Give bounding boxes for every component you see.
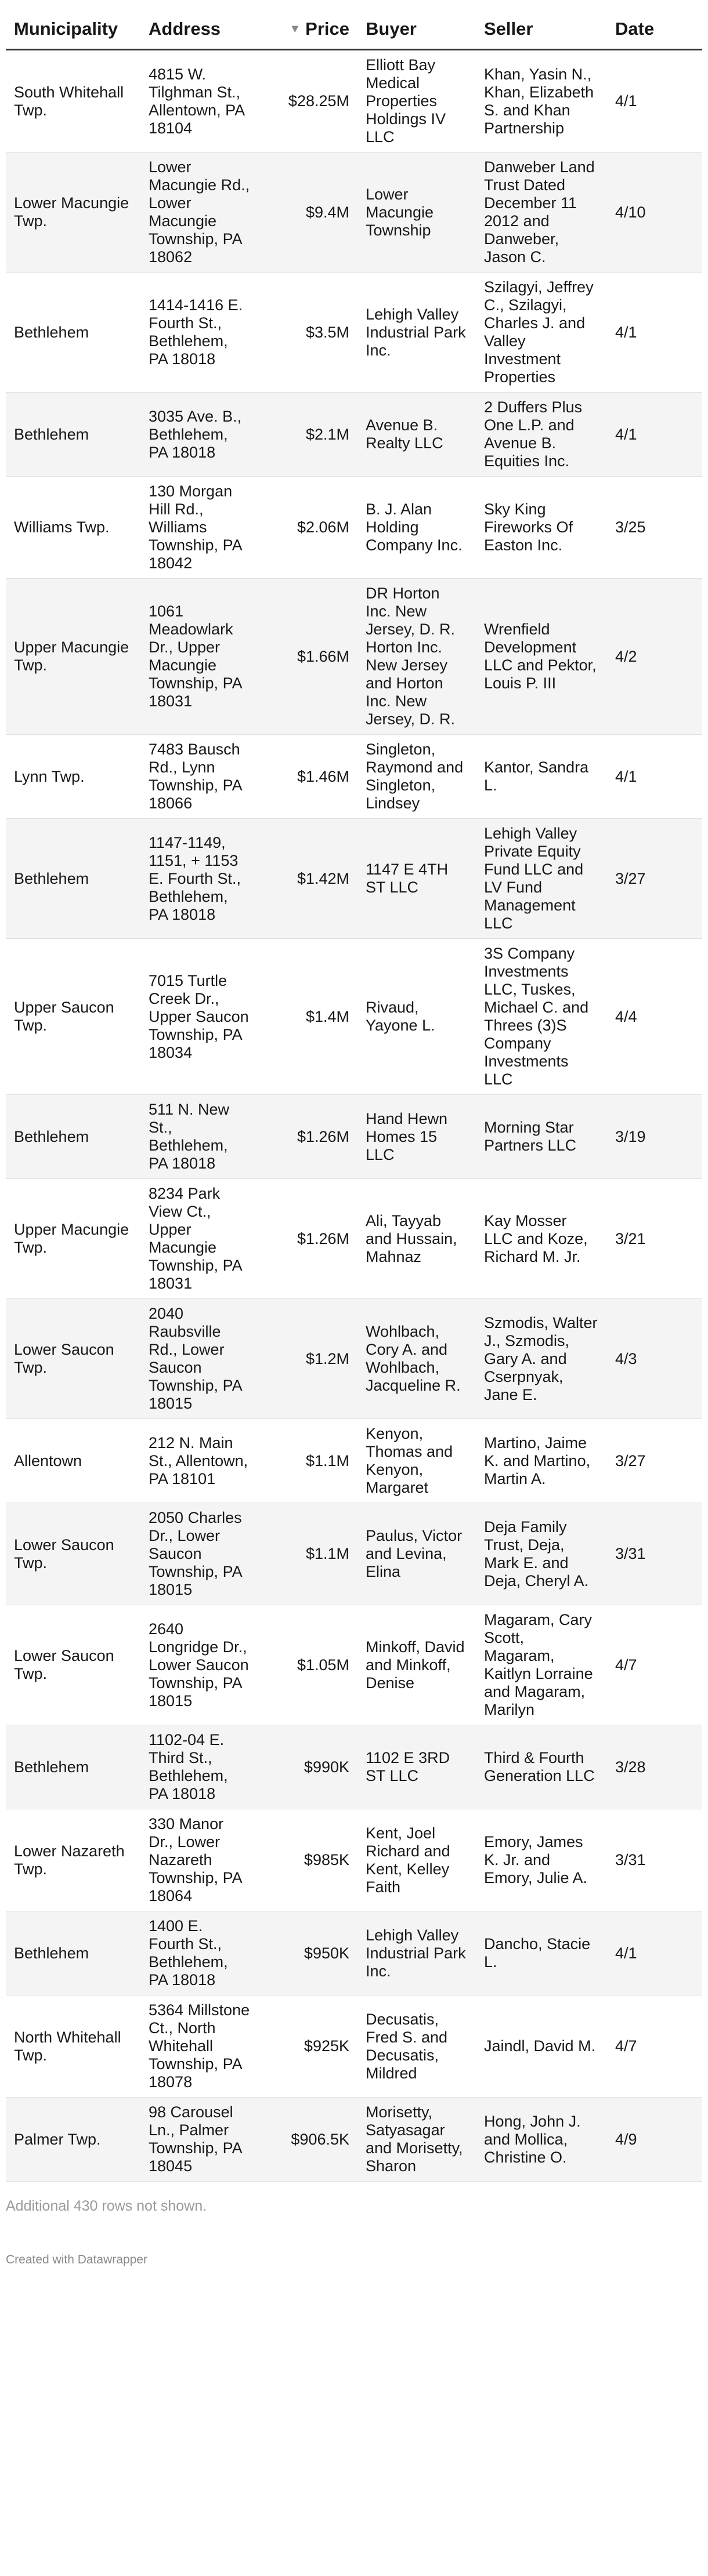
cell-municipality: Lower Saucon Twp.	[6, 1299, 140, 1419]
sort-desc-icon: ▼	[289, 23, 301, 35]
cell-price: $2.06M	[260, 477, 357, 579]
cell-address: 2050 Charles Dr., Lower Saucon Township, PA 18015	[140, 1503, 260, 1605]
cell-address: 1102-04 E. Third St., Bethlehem, PA 18018	[140, 1725, 260, 1809]
cell-date: 3/27	[607, 819, 702, 939]
cell-municipality: Bethlehem	[6, 393, 140, 477]
cell-seller: Martino, Jaime K. and Martino, Martin A.	[476, 1419, 607, 1503]
table-body	[6, 50, 702, 2182]
cell-date: 4/2	[607, 579, 702, 735]
cell-date: 3/21	[607, 1179, 702, 1299]
cell-municipality: Lower Saucon Twp.	[6, 1503, 140, 1605]
cell-municipality: Bethlehem	[6, 819, 140, 939]
cell-price: $1.05M	[260, 1605, 357, 1725]
cell-price: $985K	[260, 1809, 357, 1911]
table-row	[6, 1095, 702, 1179]
cell-address: 3035 Ave. B., Bethlehem, PA 18018	[140, 393, 260, 477]
cell-price: $28.25M	[260, 50, 357, 153]
table-row	[6, 1725, 702, 1809]
cell-seller: Deja Family Trust, Deja, Mark E. and Deja, Cheryl A.	[476, 1503, 607, 1605]
table-row	[6, 579, 702, 735]
cell-date: 3/31	[607, 1503, 702, 1605]
cell-municipality: Lower Saucon Twp.	[6, 1605, 140, 1725]
cell-price: $1.42M	[260, 819, 357, 939]
cell-municipality: Lynn Twp.	[6, 735, 140, 819]
cell-address: 1061 Meadowlark Dr., Upper Macungie Township, PA 18031	[140, 579, 260, 735]
cell-municipality: Bethlehem	[6, 1095, 140, 1179]
cell-price: $950K	[260, 1911, 357, 1996]
cell-address: 511 N. New St., Bethlehem, PA 18018	[140, 1095, 260, 1179]
cell-address: 330 Manor Dr., Lower Nazareth Township, PA 18064	[140, 1809, 260, 1911]
cell-address: 1147-1149, 1151, + 1153 E. Fourth St., Bethlehem, PA 18018	[140, 819, 260, 939]
cell-price: $1.26M	[260, 1095, 357, 1179]
cell-price: $925K	[260, 1996, 357, 2098]
cell-address: 8234 Park View Ct., Upper Macungie Township, PA 18031	[140, 1179, 260, 1299]
cell-price: $1.4M	[260, 939, 357, 1095]
cell-buyer: Decusatis, Fred S. and Decusatis, Mildred	[357, 1996, 476, 2098]
table-row	[6, 273, 702, 393]
cell-seller: Szmodis, Walter J., Szmodis, Gary A. and Cserpnyak, Jane E.	[476, 1299, 607, 1419]
cell-seller: Kantor, Sandra L.	[476, 735, 607, 819]
cell-municipality: Williams Twp.	[6, 477, 140, 579]
cell-seller: Dancho, Stacie L.	[476, 1911, 607, 1996]
cell-buyer: DR Horton Inc. New Jersey, D. R. Horton Inc. New Jersey and Horton Inc. New Jersey, D. R.	[357, 579, 476, 735]
cell-buyer: B. J. Alan Holding Company Inc.	[357, 477, 476, 579]
cell-buyer: 1102 E 3RD ST LLC	[357, 1725, 476, 1809]
cell-buyer: Ali, Tayyab and Hussain, Mahnaz	[357, 1179, 476, 1299]
cell-buyer: Avenue B. Realty LLC	[357, 393, 476, 477]
cell-buyer: Lehigh Valley Industrial Park Inc.	[357, 1911, 476, 1996]
cell-address: 212 N. Main St., Allentown, PA 18101	[140, 1419, 260, 1503]
cell-address: Lower Macungie Rd., Lower Macungie Township, PA 18062	[140, 153, 260, 273]
cell-address: 2640 Longridge Dr., Lower Saucon Township, PA 18015	[140, 1605, 260, 1725]
cell-price: $1.2M	[260, 1299, 357, 1419]
cell-address: 7015 Turtle Creek Dr., Upper Saucon Township, PA 18034	[140, 939, 260, 1095]
cell-municipality: South Whitehall Twp.	[6, 50, 140, 153]
header-municipality[interactable]: Municipality	[6, 0, 140, 50]
cell-price: $1.1M	[260, 1419, 357, 1503]
cell-date: 4/1	[607, 273, 702, 393]
cell-price: $2.1M	[260, 393, 357, 477]
table-row	[6, 1419, 702, 1503]
cell-date: 4/9	[607, 2098, 702, 2182]
datawrapper-credit[interactable]: Created with Datawrapper	[6, 2253, 147, 2266]
cell-address: 7483 Bausch Rd., Lynn Township, PA 18066	[140, 735, 260, 819]
cell-price: $1.26M	[260, 1179, 357, 1299]
cell-date: 4/1	[607, 393, 702, 477]
table-row	[6, 1911, 702, 1996]
cell-address: 1400 E. Fourth St., Bethlehem, PA 18018	[140, 1911, 260, 1996]
table-row	[6, 1605, 702, 1725]
table-row	[6, 393, 702, 477]
cell-seller: Magaram, Cary Scott, Magaram, Kaitlyn Lorraine and Magaram, Marilyn	[476, 1605, 607, 1725]
cell-date: 4/1	[607, 735, 702, 819]
cell-address: 130 Morgan Hill Rd., Williams Township, PA 18042	[140, 477, 260, 579]
cell-municipality: Lower Nazareth Twp.	[6, 1809, 140, 1911]
cell-date: 3/25	[607, 477, 702, 579]
cell-seller: Hong, John J. and Mollica, Christine O.	[476, 2098, 607, 2182]
cell-municipality: Bethlehem	[6, 1911, 140, 1996]
cell-buyer: Hand Hewn Homes 15 LLC	[357, 1095, 476, 1179]
table-row	[6, 939, 702, 1095]
cell-buyer: 1147 E 4TH ST LLC	[357, 819, 476, 939]
table-row	[6, 1996, 702, 2098]
cell-buyer: Wohlbach, Cory A. and Wohlbach, Jacqueline R.	[357, 1299, 476, 1419]
cell-municipality: Lower Macungie Twp.	[6, 153, 140, 273]
cell-seller: Jaindl, David M.	[476, 1996, 607, 2098]
cell-seller: 2 Duffers Plus One L.P. and Avenue B. Equities Inc.	[476, 393, 607, 477]
table-row	[6, 2098, 702, 2182]
table-row	[6, 1179, 702, 1299]
cell-buyer: Morisetty, Satyasagar and Morisetty, Sharon	[357, 2098, 476, 2182]
cell-buyer: Kent, Joel Richard and Kent, Kelley Faith	[357, 1809, 476, 1911]
cell-municipality: Upper Macungie Twp.	[6, 579, 140, 735]
cell-seller: Danweber Land Trust Dated December 11 2012 and Danweber, Jason C.	[476, 153, 607, 273]
cell-seller: Wrenfield Development LLC and Pektor, Louis P. III	[476, 579, 607, 735]
table-row	[6, 819, 702, 939]
cell-address: 98 Carousel Ln., Palmer Township, PA 18045	[140, 2098, 260, 2182]
table-row	[6, 735, 702, 819]
cell-date: 3/27	[607, 1419, 702, 1503]
cell-buyer: Rivaud, Yayone L.	[357, 939, 476, 1095]
cell-date: 3/19	[607, 1095, 702, 1179]
cell-municipality: Upper Macungie Twp.	[6, 1179, 140, 1299]
table-row	[6, 1503, 702, 1605]
cell-seller: Szilagyi, Jeffrey C., Szilagyi, Charles J. and Valley Investment Properties	[476, 273, 607, 393]
cell-buyer: Lower Macungie Township	[357, 153, 476, 273]
cell-seller: Kay Mosser LLC and Koze, Richard M. Jr.	[476, 1179, 607, 1299]
cell-price: $1.46M	[260, 735, 357, 819]
cell-buyer: Singleton, Raymond and Singleton, Lindsey	[357, 735, 476, 819]
cell-buyer: Kenyon, Thomas and Kenyon, Margaret	[357, 1419, 476, 1503]
cell-buyer: Lehigh Valley Industrial Park Inc.	[357, 273, 476, 393]
cell-municipality: Allentown	[6, 1419, 140, 1503]
header-row	[6, 0, 702, 50]
cell-address: 2040 Raubsville Rd., Lower Saucon Township, PA 18015	[140, 1299, 260, 1419]
cell-municipality: Bethlehem	[6, 1725, 140, 1809]
cell-address: 1414-1416 E. Fourth St., Bethlehem, PA 18018	[140, 273, 260, 393]
table-row	[6, 1809, 702, 1911]
cell-price: $1.1M	[260, 1503, 357, 1605]
cell-price: $906.5K	[260, 2098, 357, 2182]
table-row	[6, 477, 702, 579]
header-address[interactable]: Address	[140, 0, 260, 50]
cell-seller: 3S Company Investments LLC, Tuskes, Michael C. and Threes (3)S Company Investments LLC	[476, 939, 607, 1095]
cell-date: 4/10	[607, 153, 702, 273]
cell-price: $3.5M	[260, 273, 357, 393]
cell-seller: Lehigh Valley Private Equity Fund LLC and LV Fund Management LLC	[476, 819, 607, 939]
cell-price: $9.4M	[260, 153, 357, 273]
cell-address: 4815 W. Tilghman St., Allentown, PA 18104	[140, 50, 260, 153]
cell-buyer: Paulus, Victor and Levina, Elina	[357, 1503, 476, 1605]
header-seller[interactable]: Seller	[476, 0, 607, 50]
table-row	[6, 50, 702, 153]
cell-municipality: Bethlehem	[6, 273, 140, 393]
cell-municipality: North Whitehall Twp.	[6, 1996, 140, 2098]
cell-seller: Morning Star Partners LLC	[476, 1095, 607, 1179]
cell-date: 3/31	[607, 1809, 702, 1911]
table-header	[6, 0, 702, 50]
cell-price: $990K	[260, 1725, 357, 1809]
cell-seller: Khan, Yasin N., Khan, Elizabeth S. and Khan Partnership	[476, 50, 607, 153]
cell-municipality: Upper Saucon Twp.	[6, 939, 140, 1095]
cell-seller: Emory, James K. Jr. and Emory, Julie A.	[476, 1809, 607, 1911]
cell-date: 4/1	[607, 1911, 702, 1996]
cell-address: 5364 Millstone Ct., North Whitehall Township, PA 18078	[140, 1996, 260, 2098]
header-buyer[interactable]: Buyer	[357, 0, 476, 50]
header-price[interactable]: ▼ Price	[260, 0, 357, 50]
cell-municipality: Palmer Twp.	[6, 2098, 140, 2182]
cell-date: 4/7	[607, 1605, 702, 1725]
table-row	[6, 153, 702, 273]
cell-buyer: Elliott Bay Medical Properties Holdings IV LLC	[357, 50, 476, 153]
cell-seller: Third & Fourth Generation LLC	[476, 1725, 607, 1809]
cell-price: $1.66M	[260, 579, 357, 735]
cell-buyer: Minkoff, David and Minkoff, Denise	[357, 1605, 476, 1725]
header-date[interactable]: Date	[607, 0, 702, 50]
cell-date: 4/7	[607, 1996, 702, 2098]
cell-date: 3/28	[607, 1725, 702, 1809]
additional-rows-note: Additional 430 rows not shown.	[6, 2198, 207, 2214]
sales-table	[6, 0, 702, 2182]
table-row	[6, 1299, 702, 1419]
cell-date: 4/4	[607, 939, 702, 1095]
cell-date: 4/1	[607, 50, 702, 153]
cell-seller: Sky King Fireworks Of Easton Inc.	[476, 477, 607, 579]
cell-date: 4/3	[607, 1299, 702, 1419]
